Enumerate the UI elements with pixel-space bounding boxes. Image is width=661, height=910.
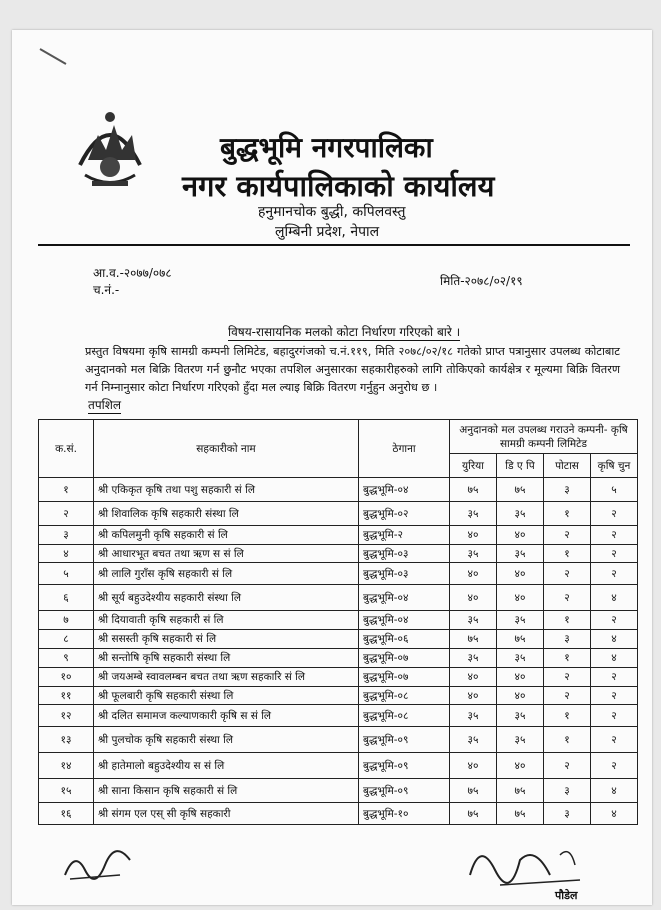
dispatch-number: च.नं.- [93,283,120,297]
row-lime: २ [591,668,638,687]
table-row [39,526,638,545]
table-row [39,753,638,779]
row-address: बुद्धभूमि-०४ [359,585,450,611]
row-potash: ३ [544,630,591,649]
row-sn: १ [39,478,94,502]
row-sn: २ [39,502,94,526]
row-sn: ६ [39,585,94,611]
row-name: श्री सूर्य बहुउदेश्यीय सहकारी संस्था लि [94,585,359,611]
table-row [39,630,638,649]
row-urea: ३५ [450,727,497,753]
letter-body: प्रस्तुत विषयमा कृषि सामग्री कम्पनी लिमिटेड, बहादुरगंजको च.नं.११९, मिति २०७८/०२/१८ गतेको प्राप्त पत्रानुसार उपलब्ध कोटाबाट अनुदानको मल बिक्रि वितरण गर्न छुनौट भएका तपशिल अनुसारका सहकारीहरुको लागि तोकिएको कार्यक्षेत्र र मूल्यमा बिक्रि वितरण गर्न निम्नानुसार कोटा निर्धारण गरिएको हुँदा मल ल्याइ बिक्रि वितरण गर्नुहुन अनुरोध छ । [85,345,620,394]
row-urea: ३५ [450,502,497,526]
row-urea: ४० [450,563,497,585]
row-name: श्री हातेमालो बहुउदेश्यीय स सं लि [94,753,359,779]
row-potash: २ [544,668,591,687]
row-urea: ७५ [450,779,497,803]
table-row [39,649,638,668]
nepal-emblem-icon [70,105,150,195]
row-urea: ४० [450,668,497,687]
row-sn: ३ [39,526,94,545]
row-dap: ३५ [497,502,544,526]
signature-left [60,845,140,885]
row-name: श्री लालि गुराँस कृषि सहकारी सं लि [94,563,359,585]
row-dap: ४० [497,526,544,545]
row-dap: ३५ [497,545,544,563]
row-dap: ३५ [497,705,544,727]
row-lime: २ [591,753,638,779]
row-potash: ३ [544,478,591,502]
row-lime: २ [591,611,638,630]
row-address: बुद्धभूमि-०८ [359,687,450,705]
row-name: श्री साना किसान कृषि सहकारी सं लि [94,779,359,803]
row-urea: ४० [450,585,497,611]
table-row [39,502,638,526]
address-line-1: हनुमानचोक बुद्धी, कपिलवस्तु [258,204,406,220]
col-dap: डि ए पि [497,454,544,478]
col-lime: कृषि चुन [591,454,638,478]
office-title: बुद्धभूमि नगरपालिका [220,131,433,164]
signatory-name: पौडेल [555,889,578,902]
row-lime: ४ [591,630,638,649]
row-dap: ४० [497,585,544,611]
row-dap: ४० [497,563,544,585]
row-lime: २ [591,502,638,526]
row-urea: ४० [450,753,497,779]
row-address: बुद्धभूमि-०६ [359,630,450,649]
signature-right [460,835,590,895]
row-potash: १ [544,545,591,563]
row-dap: ४० [497,753,544,779]
row-address: बुद्धभूमि-०४ [359,478,450,502]
row-urea: ७५ [450,478,497,502]
row-address: बुद्धभूमि-२ [359,526,450,545]
row-dap: ४० [497,687,544,705]
row-address: बुद्धभूमि-१० [359,803,450,825]
row-lime: ५ [591,478,638,502]
row-lime: ४ [591,585,638,611]
row-dap: ७५ [497,803,544,825]
quota-table [38,419,638,825]
row-sn: ९ [39,649,94,668]
col-urea: युरिया [450,454,497,478]
col-sn: क.सं. [39,420,94,478]
row-sn: ४ [39,545,94,563]
row-lime: २ [591,705,638,727]
row-potash: १ [544,727,591,753]
row-sn: १२ [39,705,94,727]
table-row [39,563,638,585]
row-name: श्री कपिलमुनी कृषि सहकारी सं लि [94,526,359,545]
row-name: श्री सन्तोषि कृषि सहकारी संस्था लि [94,649,359,668]
col-group-company: अनुदानको मल उपलब्ध गराउने कम्पनी- कृषि सामग्री कम्पनी लिमिटेड [450,420,638,454]
row-lime: ४ [591,779,638,803]
row-dap: ३५ [497,649,544,668]
row-sn: ८ [39,630,94,649]
row-potash: २ [544,753,591,779]
row-urea: ३५ [450,611,497,630]
row-lime: २ [591,526,638,545]
row-dap: ७५ [497,478,544,502]
row-urea: ४० [450,526,497,545]
row-urea: ३५ [450,705,497,727]
row-urea: ७५ [450,803,497,825]
row-sn: १४ [39,753,94,779]
row-potash: ३ [544,779,591,803]
row-potash: १ [544,649,591,668]
row-name: श्री संगम एल एस् सी कृषि सहकारी [94,803,359,825]
header-rule [38,244,630,246]
row-address: बुद्धभूमि-०९ [359,727,450,753]
table-row [39,668,638,687]
table-row [39,478,638,502]
row-lime: २ [591,545,638,563]
row-potash: १ [544,705,591,727]
row-urea: ४० [450,687,497,705]
row-urea: ७५ [450,630,497,649]
row-potash: २ [544,563,591,585]
row-dap: ३५ [497,611,544,630]
row-urea: ३५ [450,649,497,668]
row-lime: २ [591,563,638,585]
row-address: बुद्धभूमि-०९ [359,753,450,779]
table-row [39,779,638,803]
row-name: श्री फूलबारी कृषि सहकारी संस्था लि [94,687,359,705]
letter-subject: विषय-रासायनिक मलको कोटा निर्धारण गरिएको बारे । [228,325,461,339]
row-lime: २ [591,727,638,753]
table-row [39,705,638,727]
row-potash: २ [544,526,591,545]
table-row [39,803,638,825]
row-name: श्री ससस्ती कृषि सहकारी सं लि [94,630,359,649]
table-row [39,687,638,705]
row-name: श्री एकिकृत कृषि तथा पशु सहकारी सं लि [94,478,359,502]
row-potash: ३ [544,803,591,825]
row-potash: २ [544,585,591,611]
row-lime: ४ [591,803,638,825]
row-name: श्री दलित समामज कल्याणकारी कृषि स सं लि [94,705,359,727]
row-sn: १० [39,668,94,687]
row-sn: ११ [39,687,94,705]
col-name: सहकारीको नाम [94,420,359,478]
row-sn: १३ [39,727,94,753]
row-address: बुद्धभूमि-०३ [359,545,450,563]
row-sn: ५ [39,563,94,585]
letter-date: मिति-२०७८/०२/१९ [440,274,523,288]
row-sn: ७ [39,611,94,630]
office-subtitle: नगर कार्यपालिकाको कार्यालय [182,169,495,203]
row-lime: ४ [591,649,638,668]
details-heading: तपशिल [88,398,122,412]
address-line-2: लुम्बिनी प्रदेश, नेपाल [275,224,380,240]
row-address: बुद्धभूमि-०७ [359,668,450,687]
row-dap: ४० [497,668,544,687]
table-row [39,611,638,630]
col-potash: पोटास [544,454,591,478]
row-sn: १५ [39,779,94,803]
row-address: बुद्धभूमि-०३ [359,563,450,585]
row-address: बुद्धभूमि-०९ [359,779,450,803]
row-sn: १६ [39,803,94,825]
row-dap: ७५ [497,779,544,803]
row-dap: ३५ [497,727,544,753]
row-name: श्री दियावाती कृषि सहकारी सं लि [94,611,359,630]
row-urea: ३५ [450,545,497,563]
row-potash: २ [544,687,591,705]
row-address: बुद्धभूमि-०२ [359,502,450,526]
row-name: श्री आधारभूत बचत तथा ऋण स सं लि [94,545,359,563]
row-address: बुद्धभूमि-०७ [359,649,450,668]
row-name: श्री जयअम्बे स्वावलम्बन बचत तथा ऋण सहकारि सं लि [94,668,359,687]
fiscal-year: आ.व.-२०७७/०७८ [93,266,172,280]
row-potash: १ [544,502,591,526]
row-dap: ७५ [497,630,544,649]
row-address: बुद्धभूमि-०४ [359,611,450,630]
row-lime: २ [591,687,638,705]
row-address: बुद्धभूमि-०८ [359,705,450,727]
row-potash: १ [544,611,591,630]
table-row [39,727,638,753]
table-row [39,545,638,563]
row-name: श्री पुलचोक कृषि सहकारी संस्था लि [94,727,359,753]
row-name: श्री शिवालिक कृषि सहकारी संस्था लि [94,502,359,526]
table-row [39,585,638,611]
col-address: ठेगाना [359,420,450,478]
